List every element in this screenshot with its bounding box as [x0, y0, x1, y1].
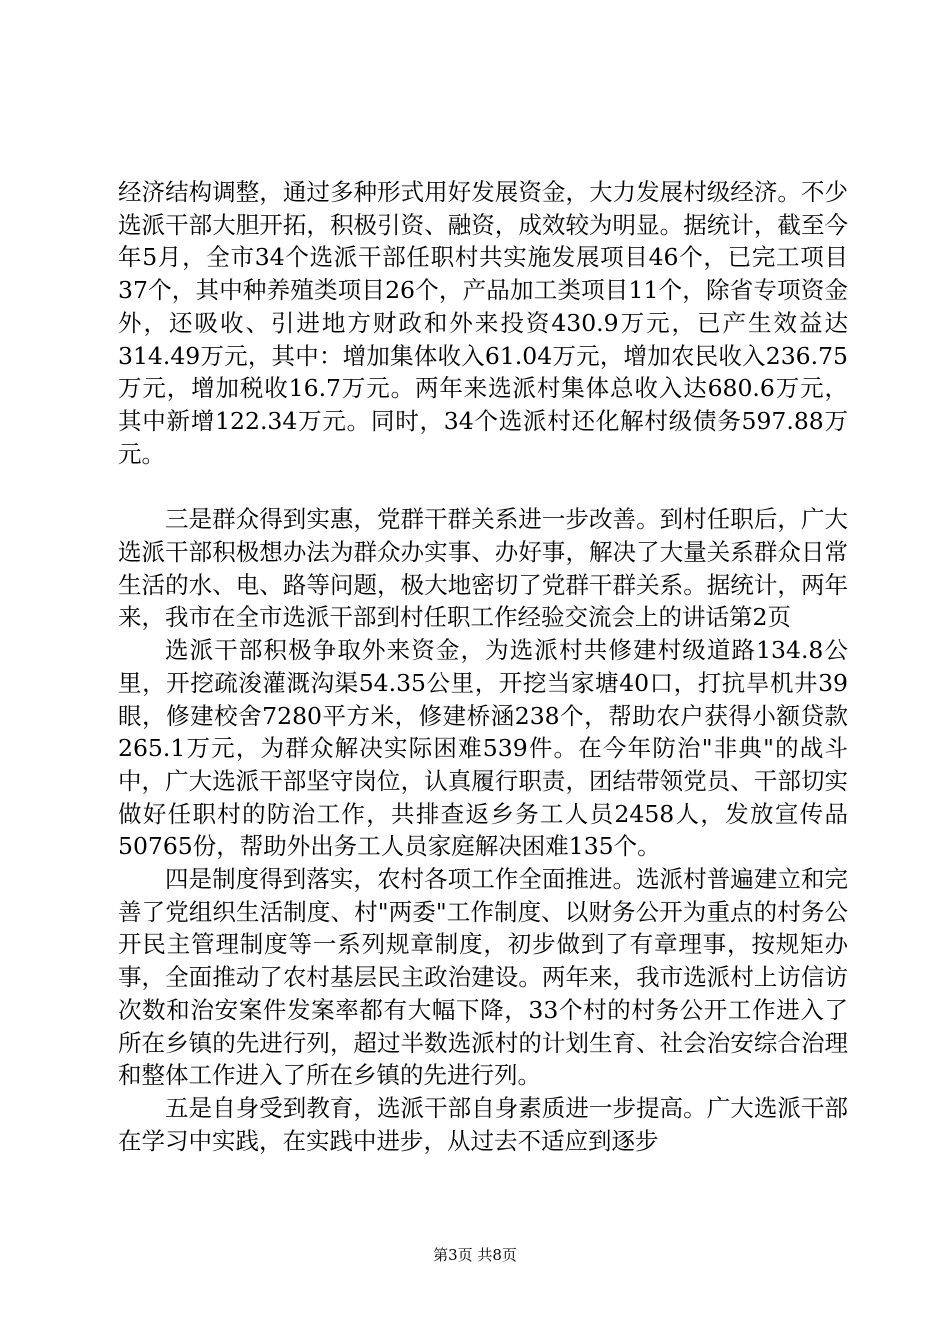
paragraph-economy-results: 经济结构调整，通过多种形式用好发展资金，大力发展村级经济。不少选派干部大胆开拓，积极引资、融资，成效较为明显。据统计，截至今年5月，全市34个选派干部任职村共实施发展项目46个，已完工项目37个，其中种养殖类项目26个，产品加工类项目11个，除省专项资金外，还吸收、引进地方财政和外来投资430.9万元，已产生效益达314.49万元，其中：增加集体收入61.04万元，增加农民收入236.75万元，增加税收16.7万元。两年来选派村集体总收入达680.6万元，其中新增122.34万元。同时，34个选派村还化解村级债务597.88万元。 — [118, 178, 848, 468]
paragraph-spacer — [118, 470, 848, 503]
paragraph-system-implementation: 四是制度得到落实，农村各项工作全面推进。选派村普遍建立和完善了党组织生活制度、村"两委"工作制度、以财务公开为重点的村务公开民主管理制度等一系列规章制度，初步做到了有章理事，按规矩办事，全面推动了农村基层民主政治建设。两年来，我市选派村上访信访次数和治安案件发案率都有大幅下降，33个村的村务公开工作进入了所在乡镇的先进行列，超过半数选派村的计划生育、社会治安综合治理和整体工作进入了所在乡镇的先进行列。 — [118, 865, 848, 1090]
page-number-footer: 第3页 共8页 — [433, 1246, 517, 1264]
paragraph-funding-projects: 选派干部积极争取外来资金，为选派村共修建村级道路134.8公里，开挖疏浚灌溉沟渠54.35公里，开挖当家塘40口，打抗旱机井39眼，修建校舍7280平方米，修建桥涵238个，帮助农户获得小额贷款265.1万元，为群众解决实际困难539件。在今年防治"非典"的战斗中，广大选派干部坚守岗位，认真履行职责，团结带领党员、干部切实做好任职村的防治工作，共排查返乡务工人员2458人，发放宣传品50765份，帮助外出务工人员家庭解决困难135个。 — [118, 636, 848, 861]
paragraph-masses-benefit: 三是群众得到实惠，党群干群关系进一步改善。到村任职后，广大选派干部积极想办法为群众办实事、办好事，解决了大量关系群众日常生活的水、电、路等问题，极大地密切了党群干群关系。据统计，两年来，我市在全市选派干部到村任职工作经验交流会上的讲话第2页 — [118, 505, 848, 632]
document-body — [118, 176, 848, 1157]
paragraph-self-education: 五是自身受到教育，选派干部自身素质进一步提高。广大选派干部在学习中实践，在实践中进步，从过去不适应到逐步 — [118, 1093, 848, 1155]
